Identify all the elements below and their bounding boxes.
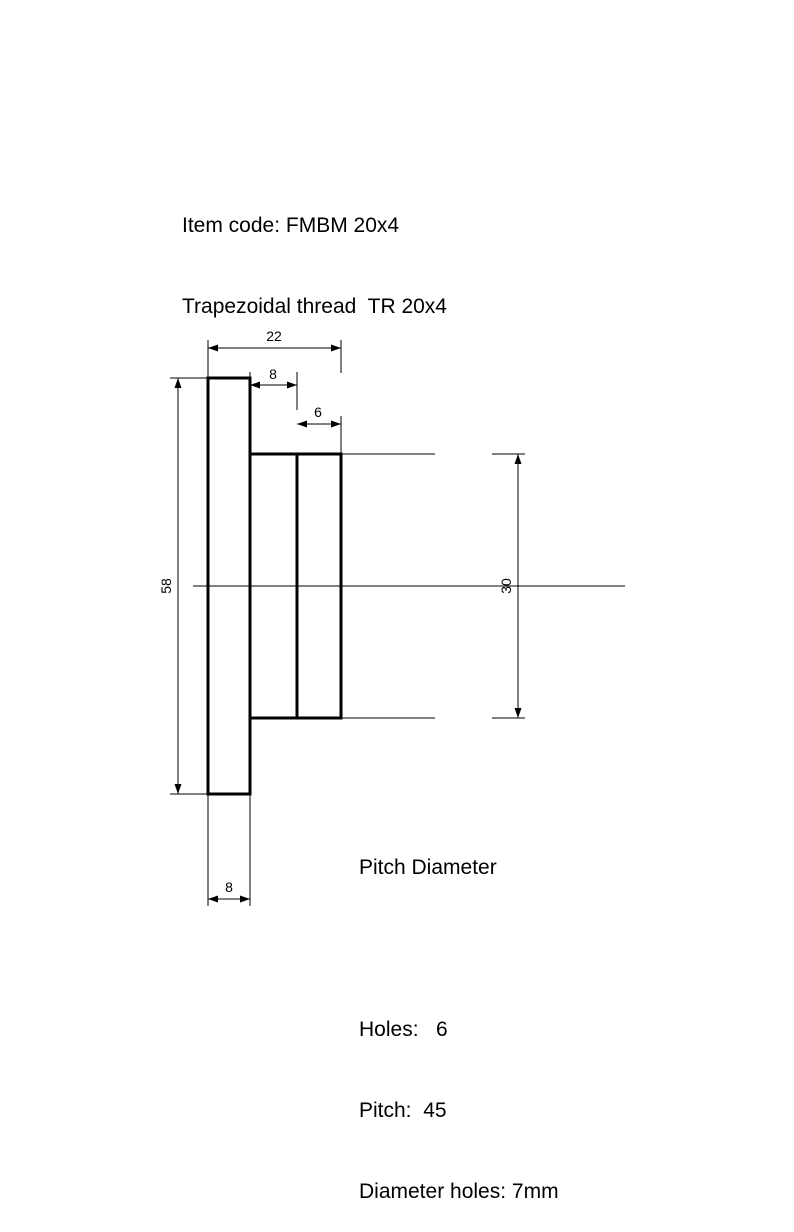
dim-end-section: 6 [314, 404, 322, 420]
dim-flange-diameter: 58 [158, 578, 174, 594]
notes-block [359, 800, 559, 1232]
notes-title: Pitch Diameter [359, 856, 497, 879]
notes-diameter-holes: Diameter holes: 7mm [359, 1180, 559, 1203]
dim-middle-section: 8 [269, 366, 277, 382]
notes-pitch: Pitch: 45 [359, 1099, 447, 1122]
notes-holes: Holes: 6 [359, 1018, 448, 1041]
thread-spec: Trapezoidal thread TR 20x4 [182, 295, 447, 318]
dim-body-diameter: 30 [498, 578, 514, 594]
item-code: Item code: FMBM 20x4 [182, 214, 400, 237]
dim-overall-length: 22 [266, 328, 282, 344]
dim-flange-thickness: 8 [225, 879, 233, 895]
